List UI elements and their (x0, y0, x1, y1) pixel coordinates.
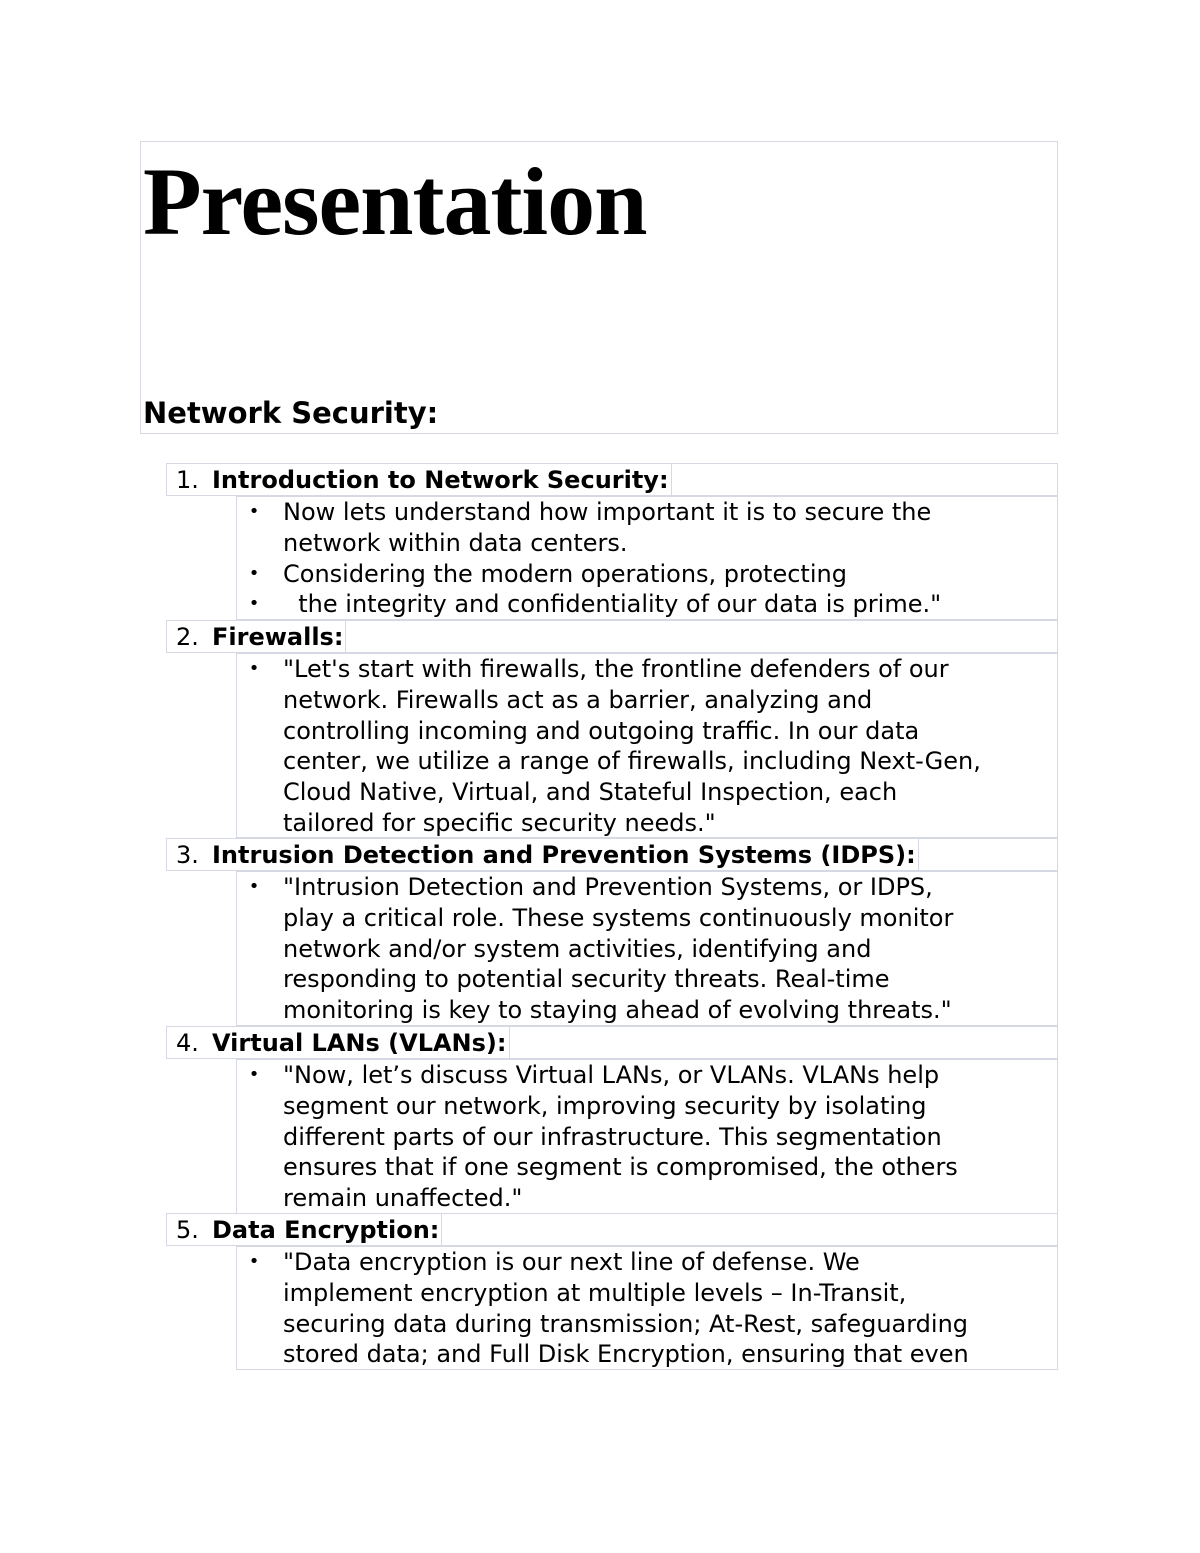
section-heading-label: Introduction to Network Security: (212, 464, 672, 495)
bullet-text-line: center, we utilize a range of firewalls, including Next-Gen, (283, 747, 981, 776)
bullet-item (237, 654, 1057, 839)
section-number: 2. (176, 623, 199, 651)
section-body (236, 871, 1058, 1026)
bullet-text-line: "Intrusion Detection and Prevention Systems, or IDPS, (283, 873, 933, 901)
section-heading-label: Data Encryption: (212, 1214, 442, 1245)
bullet-icon: • (248, 1064, 260, 1085)
title-block (140, 141, 1058, 434)
section-number: 4. (176, 1029, 199, 1057)
bullet-text-line: segment our network, improving security by isolating (283, 1091, 927, 1120)
bullet-icon: • (248, 501, 260, 522)
bullet-text-line: controlling incoming and outgoing traffic. In our data (283, 716, 920, 745)
bullet-text-line: "Data encryption is our next line of defense. We (283, 1248, 860, 1276)
bullet-item (237, 1247, 1057, 1370)
bullet-text-line: remain unaffected." (283, 1184, 523, 1213)
section-body (236, 1246, 1058, 1370)
section-heading (166, 1026, 1058, 1059)
section-number: 3. (176, 841, 199, 869)
bullet-text-line: Considering the modern operations, protecting (283, 559, 847, 588)
bullet-icon: • (248, 593, 260, 615)
bullet-text-line: Now lets understand how important it is to secure the (283, 498, 932, 526)
bullet-text-line: "Let's start with firewalls, the frontline defenders of our (283, 655, 949, 683)
bullet-item (237, 1060, 1057, 1214)
bullet-text-line: securing data during transmission; At-Rest, safeguarding (283, 1309, 969, 1338)
bullet-text-line: monitoring is key to staying ahead of evolving threats." (283, 996, 952, 1025)
page-subtitle: Network Security: (143, 396, 439, 430)
bullet-text-line: implement encryption at multiple levels – In-Transit, (283, 1278, 907, 1307)
bullet-text-line: responding to potential security threats. Real-time (283, 965, 890, 994)
section-heading (166, 838, 1058, 871)
bullet-item (237, 559, 1057, 590)
bullet-text-line: play a critical role. These systems continuously monitor (283, 903, 954, 932)
bullet-text-line: Cloud Native, Virtual, and Stateful Inspection, each (283, 778, 898, 807)
bullet-text-line: ensures that if one segment is compromised, the others (283, 1153, 958, 1182)
section-heading (166, 1213, 1058, 1246)
bullet-text-line: tailored for specific security needs." (283, 808, 716, 837)
bullet-text-line: different parts of our infrastructure. This segmentation (283, 1122, 942, 1151)
bullet-icon: • (248, 658, 260, 679)
bullet-text-line: network and/or system activities, identifying and (283, 934, 872, 963)
bullet-text-line: the integrity and confidentiality of our data is prime." (283, 590, 942, 619)
bullet-icon: • (248, 1251, 260, 1272)
bullet-item (237, 872, 1057, 1026)
bullet-icon: • (248, 876, 260, 897)
bullet-text-line: "Now, let’s discuss Virtual LANs, or VLANs. VLANs help (283, 1061, 940, 1089)
section-number: 5. (176, 1216, 199, 1244)
section-body (236, 496, 1058, 620)
section-body (236, 1059, 1058, 1214)
bullet-text-line: network. Firewalls act as a barrier, analyzing and (283, 685, 873, 714)
section-heading (166, 620, 1058, 653)
page-title: Presentation (143, 148, 647, 255)
bullet-text-line: stored data; and Full Disk Encryption, ensuring that even (283, 1340, 969, 1369)
bullet-icon: • (248, 562, 260, 584)
section-number: 1. (176, 466, 199, 494)
section-body (236, 653, 1058, 838)
section-heading (166, 463, 1058, 496)
section-heading-label: Intrusion Detection and Prevention Systems (IDPS): (212, 839, 919, 870)
section-heading-label: Virtual LANs (VLANs): (212, 1027, 510, 1058)
bullet-item (237, 589, 1057, 620)
section-heading-label: Firewalls: (212, 621, 346, 652)
bullet-text-line: network within data centers. (283, 528, 628, 557)
bullet-item (237, 497, 1057, 559)
